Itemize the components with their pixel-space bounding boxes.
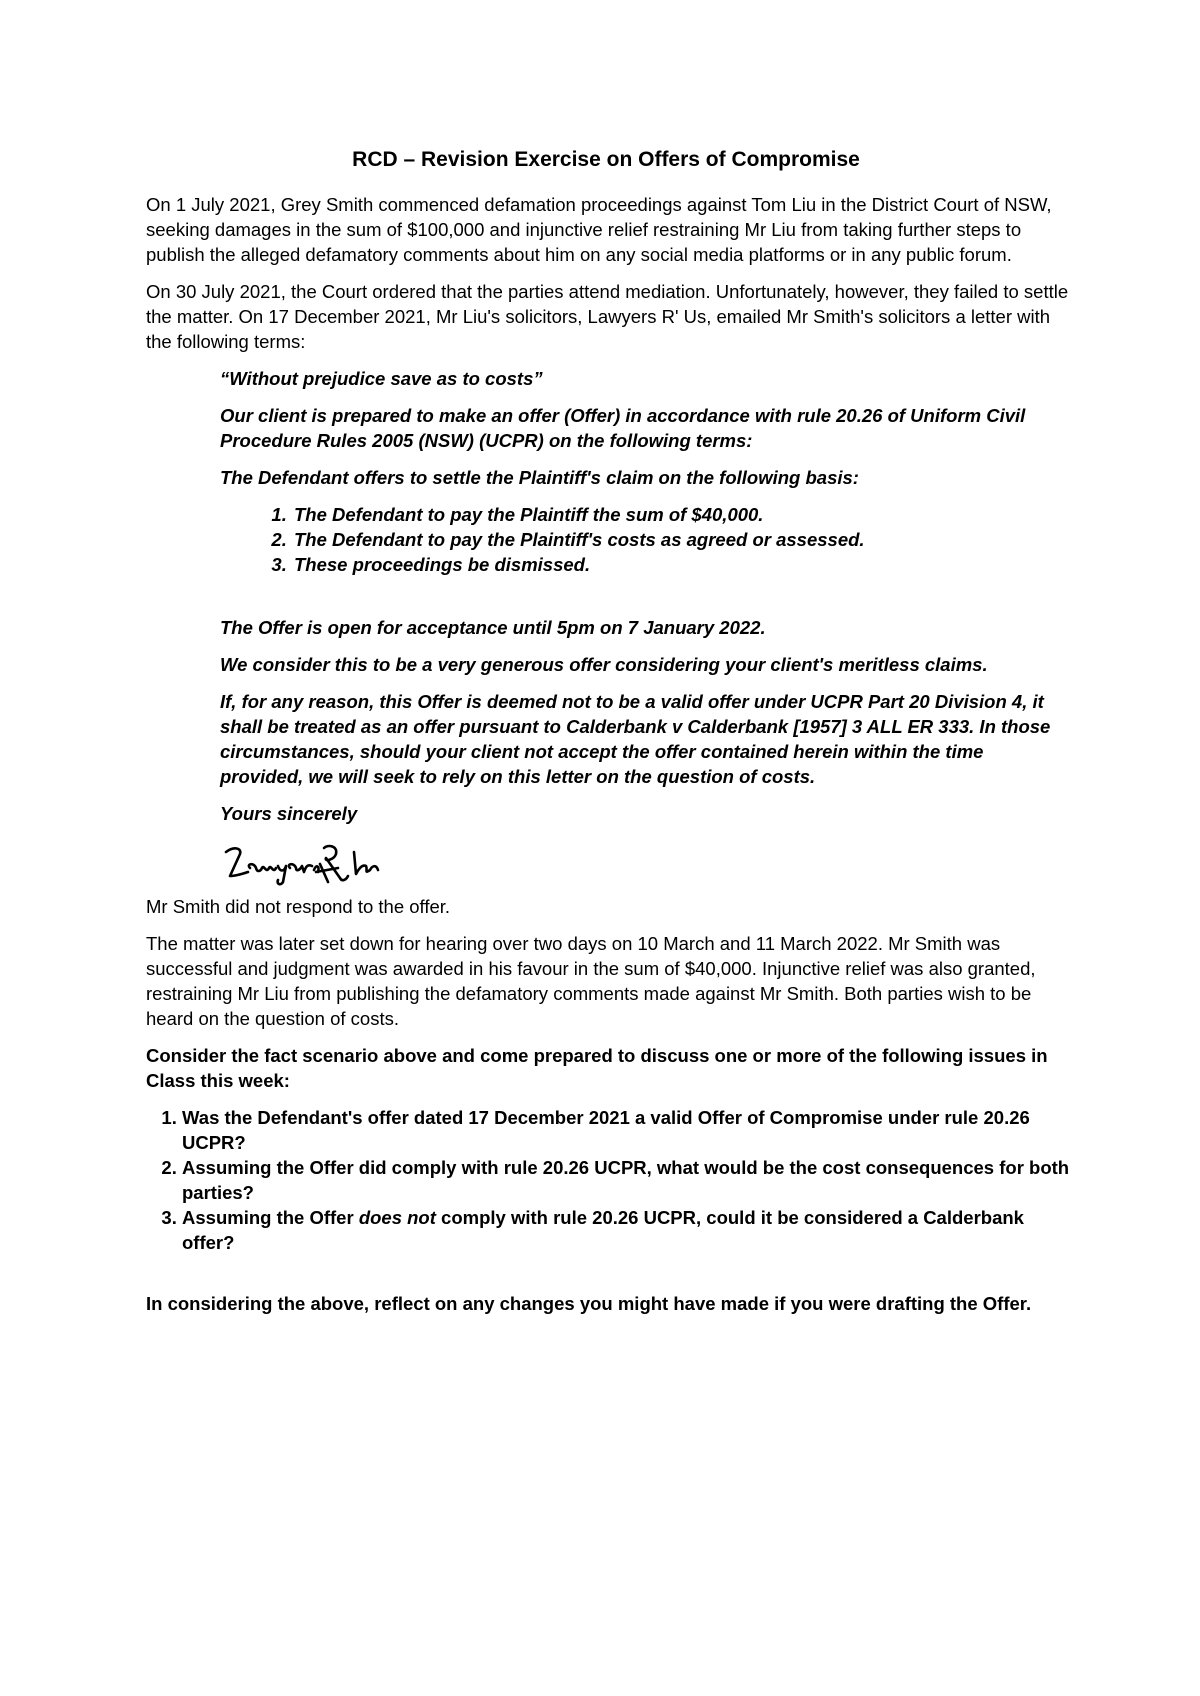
signature <box>220 838 1060 888</box>
letter-basis-paragraph: The Defendant offers to settle the Plaintiff's claim on the following basis: <box>220 467 859 488</box>
intro-paragraph-2: On 30 July 2021, the Court ordered that the parties attend mediation. Unfortunately, however, they failed to settle the matter. On 17 December 2021, Mr Liu's solicitors, Lawyers R' Us, emailed Mr Smith's solicitors a letter with the following terms: <box>146 281 1069 352</box>
final-reflection: In considering the above, reflect on any changes you might have made if you were drafting the Offer. <box>146 1293 1032 1314</box>
question-3-after: comply with rule 20.26 UCPR, could it be considered a Calderbank offer? <box>182 1207 1024 1253</box>
letter-terms-list <box>220 502 1060 577</box>
question-item: 1. Was the Defendant's offer dated 17 December 2021 a valid Offer of Compromise under rule 20.26 UCPR? <box>182 1105 1080 1155</box>
page-title: RCD – Revision Exercise on Offers of Compromise <box>352 148 860 171</box>
signature-image <box>220 838 390 888</box>
letter-term: 1. The Defendant to pay the Plaintiff the sum of $40,000. <box>292 502 1060 527</box>
no-response-paragraph: Mr Smith did not respond to the offer. <box>146 896 451 917</box>
letter-term: 3. These proceedings be dismissed. <box>292 552 1060 577</box>
question-item <box>182 1205 1080 1255</box>
letter-term: 2. The Defendant to pay the Plaintiff's costs as agreed or assessed. <box>292 527 1060 552</box>
intro-paragraph-1: On 1 July 2021, Grey Smith commenced defamation proceedings against Tom Liu in the District Court of NSW, seeking damages in the sum of $100,000 and injunctive relief restraining Mr Liu from taking further steps to publish the alleged defamatory comments about him on any social media platforms or in any public forum. <box>146 194 1052 265</box>
hearing-paragraph: The matter was later set down for hearing over two days on 10 March and 11 March 2022. Mr Smith was successful and judgment was awarded in his favour in the sum of $40,000. Injunctive relief was also granted, restraining Mr Liu from publishing the defamatory comments made against Mr Smith. Both parties wish to be heard on the question of costs. <box>146 933 1036 1029</box>
letter-calderbank-paragraph: If, for any reason, this Offer is deemed not to be a valid offer under UCPR Part 20 Division 4, it shall be treated as an offer pursuant to Calderbank v Calderbank [1957] 3 ALL ER 333. In those circumstances, should your client not accept the offer contained herein within the time provided, we will seek to rely on this letter on the question of costs. <box>220 691 1051 787</box>
letter-offer-paragraph: Our client is prepared to make an offer (Offer) in accordance with rule 20.26 of Uniform Civil Procedure Rules 2005 (NSW) (UCPR) on the following terms: <box>220 405 1026 451</box>
letter-generous-paragraph: We consider this to be a very generous offer considering your client's meritless claims. <box>220 654 988 675</box>
questions-list <box>146 1105 1080 1255</box>
offer-letter <box>220 366 1060 888</box>
question-3-before: Assuming the Offer <box>182 1207 359 1228</box>
letter-heading: “Without prejudice save as to costs” <box>220 368 543 389</box>
letter-closing: Yours sincerely <box>220 803 358 824</box>
letter-deadline-paragraph: The Offer is open for acceptance until 5pm on 7 January 2022. <box>220 617 766 638</box>
question-3-emphasis: does not <box>358 1207 436 1228</box>
question-item: 2. Assuming the Offer did comply with rule 20.26 UCPR, what would be the cost consequences for both parties? <box>182 1155 1080 1205</box>
questions-intro: Consider the fact scenario above and come prepared to discuss one or more of the following issues in Class this week: <box>146 1045 1048 1091</box>
